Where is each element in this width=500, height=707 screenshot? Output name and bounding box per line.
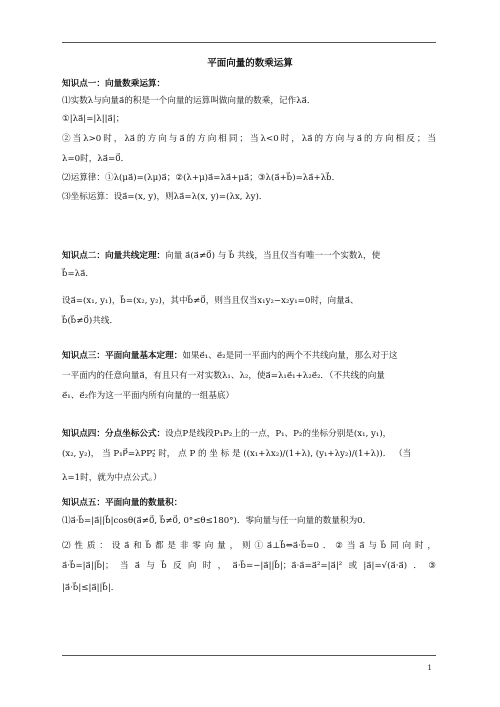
text-line: (x₂, y₂)， 当 P₁P⃗=λPP₂⃗ 时， 点 P 的 坐 标 是 ((x₁+λx₂)/(1+λ), (y₁+λy₂)/(1+λ))． （当: [62, 449, 412, 459]
text-line: 知识点一：向量数乘运算：: [62, 79, 166, 89]
section-heading: 知识点四：分点坐标公式：: [62, 429, 166, 439]
text-line: a⃗·b⃗=|a⃗||b⃗|；当a⃗与b⃗反向时，a⃗·b⃗=−|a⃗||b⃗|；a⃗·a⃗=a⃗²=|a⃗|²或|a⃗|=√(a⃗·a⃗)．③: [62, 561, 436, 571]
text-line: λ=0时，λa⃗=0⃗．: [62, 154, 130, 164]
text-line: ⑴a⃗·b⃗=|a⃗||b⃗|cosθ(a⃗≠0⃗, b⃗≠0⃗, 0°≤θ≤180°)．零向量与任一向量的数量积为0．: [62, 516, 372, 526]
text-line: ⑴实数λ与向量a⃗的积是一个向量的运算叫做向量的数乘，记作λa⃗．: [62, 96, 316, 106]
text-line: 知识点五：平面向量的数量积：: [62, 498, 183, 508]
text-line: ⑵运算律：①λ(μa⃗)=(λμ)a⃗；②(λ+μ)a⃗=λa⃗+μa⃗；③λ(a⃗+b⃗)=λa⃗+λb⃗．: [62, 173, 341, 183]
text-line: e⃗₁、e⃗₂作为这一平面内所有向量的一组基底）: [62, 391, 235, 401]
text-line: ②当λ>0时，λa⃗的方向与a⃗的方向相同；当λ<0时，λa⃗的方向与a⃗的方向相反；当: [62, 134, 436, 144]
text-line: b⃗(b⃗≠0⃗)共线．: [62, 316, 119, 326]
footer-rule: [62, 655, 436, 656]
section-text: 向量 a⃗(a⃗≠0⃗) 与 b⃗ 共线，当且仅当有唯一一个实数λ，使: [165, 251, 381, 261]
text-line: ⑶坐标运算：设a⃗=(x, y)，则λa⃗=λ(x, y)=(λx, λy)．: [62, 192, 268, 202]
section-text: 设点P是线段P₁P₂上的一点，P₁、P₂的坐标分别是(x₁, y₁)，: [165, 429, 392, 439]
text-line: λ=1时，就为中点公式。）: [62, 473, 162, 483]
text-line: b⃗=λa⃗．: [62, 269, 94, 279]
text-line: 一平面内的任意向量a⃗，有且只有一对实数λ₁、λ₂，使a⃗=λ₁e⃗₁+λ₂e⃗₂．（不共线的向量: [62, 371, 385, 381]
text-line: ⑵性质：设a⃗和b⃗都是非零向量，则①a⃗⊥b⃗⇔a⃗·b⃗=0．②当a⃗与b⃗同向时，: [62, 541, 436, 551]
text-line: 设a⃗=(x₁, y₁)，b⃗=(x₂, y₂)，其中b⃗≠0⃗，则当且仅当x₁y₂−x₂y₁=0时，向量a⃗、: [62, 296, 359, 306]
section-heading: 知识点二：向量共线定理：: [62, 251, 166, 261]
text-line: [62, 250, 436, 262]
page-title: 平面向量的数乘运算: [207, 58, 293, 69]
page-number: 1: [427, 664, 432, 672]
text-line: ①|λa⃗|=|λ||a⃗|；: [62, 114, 125, 124]
text-line: |a⃗·b⃗|≤|a⃗||b⃗|．: [62, 583, 120, 593]
section-heading: 知识点三：平面向量基本定理：: [62, 351, 183, 361]
text-line: [62, 350, 436, 362]
section-text: 如果e⃗₁、e⃗₂是同一平面内的两个不共线向量，那么对于这: [182, 351, 398, 361]
header-rule: [62, 42, 436, 43]
text-line: [62, 428, 436, 440]
